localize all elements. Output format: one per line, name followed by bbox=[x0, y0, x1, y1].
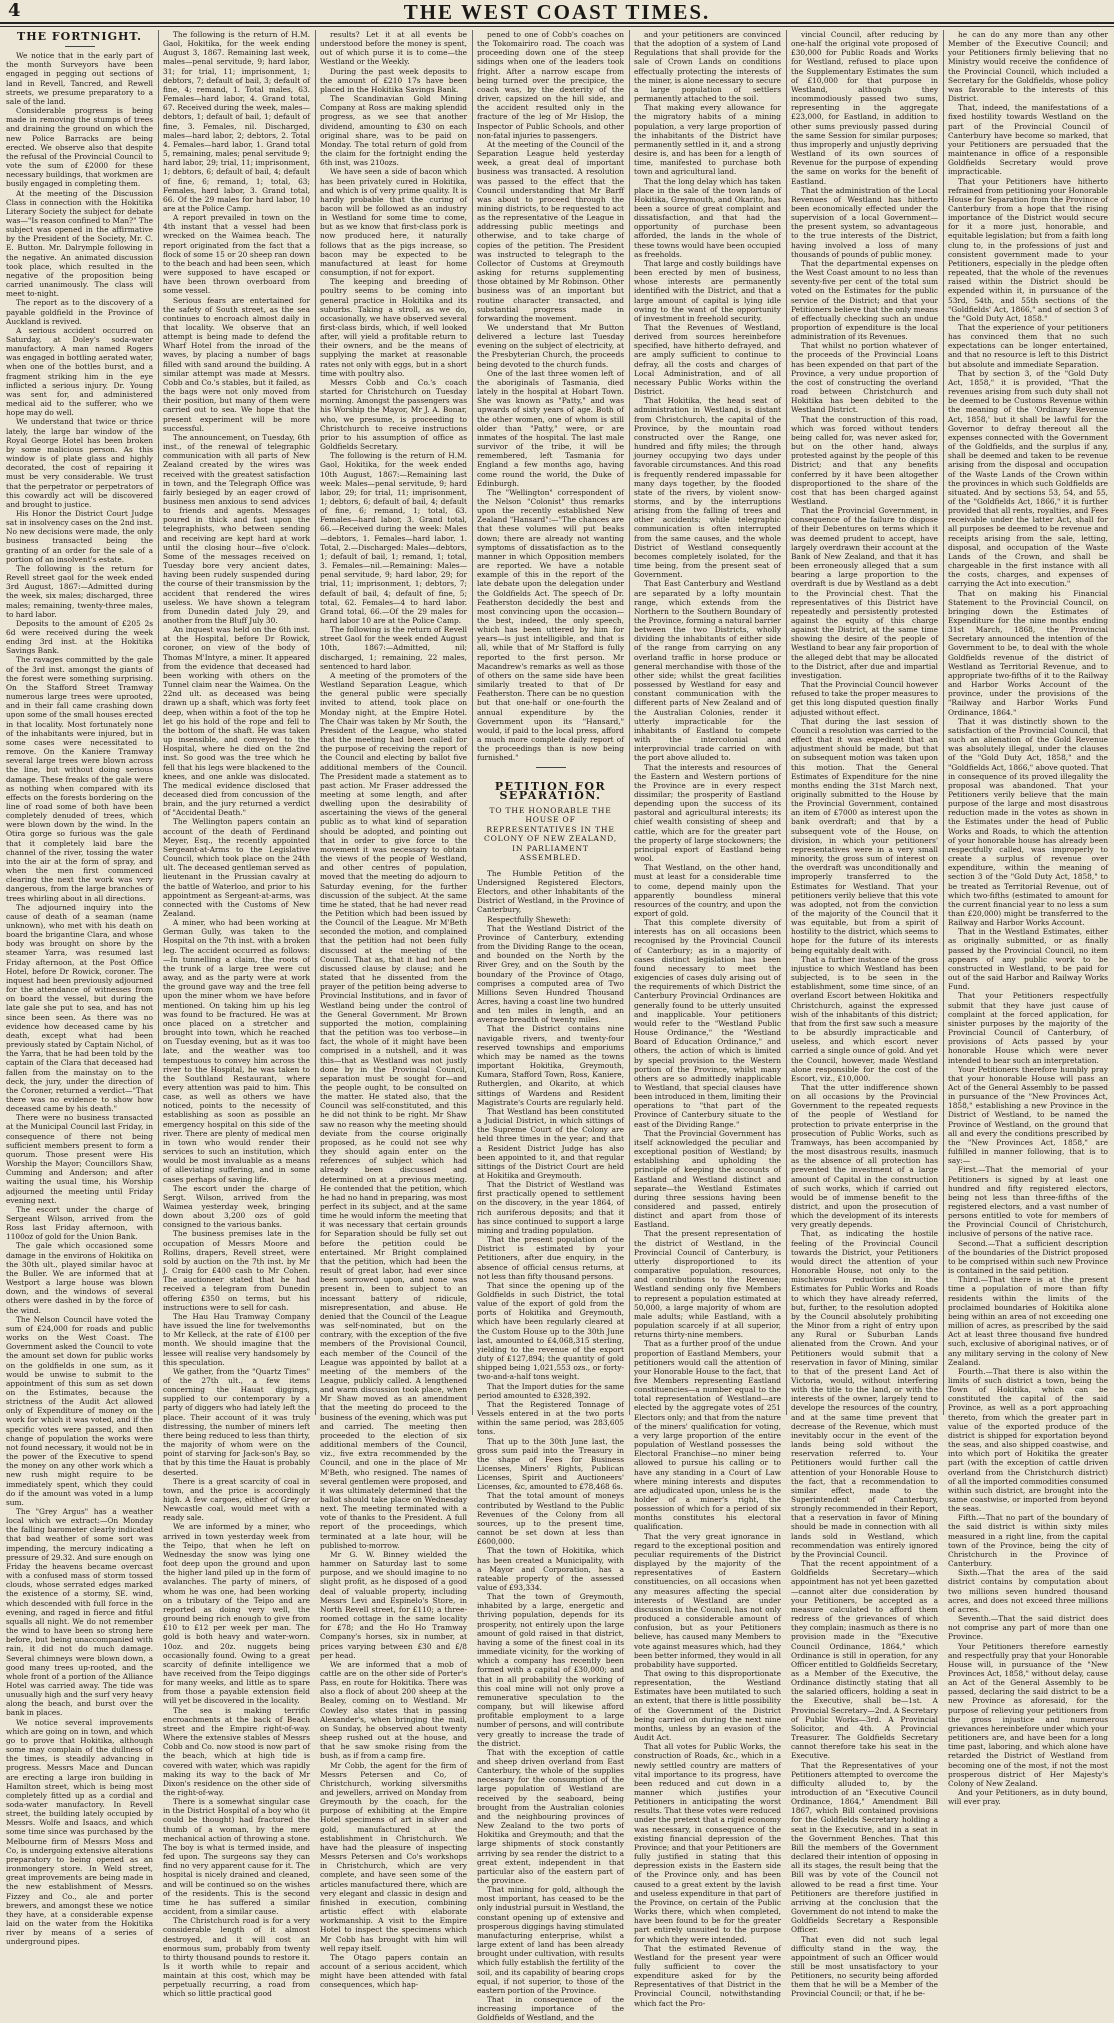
article-paragraph: vincial Council, after reducing by one-half the original vote proposed of £30,000 for Public Roads and Works for Westland, refused to place upon the Supplementary Estimates the sum of £10,000 for that purpose in Westland, although they incommodiously passed two sums, representing in the aggregate £23,000, for Eastland, in addition to other sums previously passed during the same Session for similar purposes; thus improperly and unjustly depriving Westland of its own sources of Revenue for the purpose of expending the same on works for the benefit of Eastland. bbox=[791, 30, 938, 186]
article-paragraph: That your Petitioners have hitherto refrained from petitioning your Honorable House for Separation from the Province of Canterbury from a hope that the rising importance of the District would secure for it a more just, honorable, and equitable legislation; but from a faith long clung to, in the professions of just and consistent government made to your Petitioners, especially in the pledge often repeated, that the whole of the revenues raised within the District should be expended within it, in pursuance of the 53rd, 54th, and 55th sections of the "Goldfields' Act, 1866," and of section 3 of the "Gold Duty Act, 1858." bbox=[948, 176, 1108, 323]
article-paragraph: The escort under the charge of Sergt. Wilson, arrived from the Waimea yesterday week, bringing down about 3,200 ozs of gold consigned to the various banks. bbox=[163, 1183, 310, 1230]
article-paragraph: That the Representatives of your Petitioners attempted to overcome the difficulty alluded to, by the introduction of an "Executive Council Ordinance, 1864," Amendment Bill 1867, which Bill contained provisions for the Goldfields Secretary holding a seat in the Executive, and in a seat in the Government Benches. That this Bill the members of the Government declared their intention of opposing in all its stages, the result being that the Bill was by vote of the Council not allowed to be read a first time. Your Petitioners are therefore justified in arriving at the conclusion that the Government do not intend to make the Goldfields Secretary a Responsible Officer. bbox=[791, 1760, 938, 1935]
article-paragraph: The report as to the discovery of a payable goldfield in the Province of Auckland is revived. bbox=[6, 298, 153, 326]
article-paragraph: That Hokitika, the head seat of administration in Westland, is distant from Christchurch, the capital of the Province, by the mountain road constructed over the Range, one hundred and fifty miles; the through journey occupying two days under favorable circumstances. And this road is frequently rendered impassable for many days together, by the flooded state of the rivers, by violent snow-storms, and by the interruptions arising from the falling of trees and other accidents; while telegraphic communication is often interrupted from the same causes, and the whole District of Westland consequently becomes completely isolated, for the time being, from the present seat of Government. bbox=[634, 396, 781, 580]
column-7 bbox=[948, 30, 1108, 1807]
article-paragraph: The Scandinavian Gold Mining Company at Ross are making splendid progress, as we see that another dividend, amounting to £30 on each original share, was to be paid on Monday. The total return of gold from the claim for the fortnight ending the 6th inst, was 210ozs. bbox=[320, 94, 467, 168]
column-5 bbox=[634, 30, 781, 2008]
column-4-text bbox=[477, 30, 624, 763]
article-paragraph: First.—That the memorial of your Petitioners is signed by at least one hundred and fifty registered electors, being not less than three-fifths of the registered electors, and a vast number of persons entitled to vote for members of the Provincial Council of Christchurch, inclusive of persons of the native race. bbox=[948, 1165, 1108, 1239]
article-paragraph: That the District contains nine navigable rivers, and twenty-four reserved townships and emporiums which may be named as the towns important Hokitika, Greymouth, Kumara, Stafford Town, Ross, Kaniere, Rutherglen, and Okarito, at which sittings of Wardens and Resident Magistrate's Courts are regularly held. bbox=[477, 1024, 624, 1107]
article-paragraph: That the Provincial Government, in consequence of the failure to dispose of their Debentures on terms which it was deemed prudent to accept, have largely overdrawn their account at the Bank of New Zealand, and that it has been erroneously alleged that a sum bearing a large proportion to the overdraft is due by Westland as a debt to the Provincial chest. That the representatives of this District have repeatedly and persistently protested against the equity of this charge against the District, at the same time showing the desire of the people of Westland to bear any fair proportion of the alleged debt that may be allocated to the District, after due and impartial investigation. bbox=[791, 506, 938, 680]
petition-address: TO THE HONORABLE THE HOUSE OF REPRESENTATIVES IN THE COLONY OF NEW ZEALAND, IN PARLIAMENT ASSEMBLED. bbox=[484, 805, 617, 863]
article-paragraph: That making every allowance for the migratory habits of a mining population, a very large proportion of the inhabitants of the District have permanently settled in it, and a strong desire is, and has been for a length of time, manifested to purchase both town and agricultural land. bbox=[634, 103, 781, 177]
article-paragraph: The "Grey Argus" has a weather local which we extract:—On Monday the falling barometer clearly indicated that bad weather of some sort was impending, the mercury indicating a pressure of 29.32. And sure enough on Friday the heavens became overcast with a confused mass of storm tossed clouds, whose serrated edges marked the existence of a stormy, SE. wind, which descended with full force in the evening, and raged in fierce and fitful squalls all night. We do not remember the wind to have been so strong here before, but being unaccompanied with rain, it did not do much damage. Several chimneys were blown down, a good many trees up-rooted, and the whole front of a portion of the Alliance Hotel was carried away. The tide was unusually high and the surf very heavy along the beach, and burst over the bank in places. bbox=[6, 1507, 153, 1718]
column-1-text bbox=[6, 51, 153, 1946]
article-paragraph: That the departmental expenses on the West Coast amount to no less than seventy-five per cent of the total sum voted on the Estimates for the public service of the District; and that your Petitioners believe that the only means of effectually checking such an undue proportion of expenditure is the local administration of its Revenues. bbox=[791, 258, 938, 342]
article-paragraph: That the town of Hokitika, which has been created a Municipality, with a Mayor and Corporation, has a rateable property of the assessed value of £93,334. bbox=[477, 1546, 624, 1592]
article-paragraph: he can do any more than any other Member of the Executive Council; and your Petitioners firmly believing that no Ministry would receive the confidence of the Provincial Council, which included a Secretary for the Goldfields, whose policy was favorable to the interests of this District. bbox=[948, 30, 1108, 104]
article-paragraph: Serious fears are entertained for the safety of South street, as the sea continues to encroach almost daily in that locality. We observe that an attempt is being made to defend the Wharf Hotel from the inroad of the waves, by placing a number of bags filled with sand around the building. A similar attempt was made at Messrs. Cobb and Co.'s stables, but it failed, as the bags were not only moved from their position, but many of them were carried out to sea. We hope that the present experiment will be more successful. bbox=[163, 295, 310, 433]
article-paragraph: That the Registered Tonnage of Vessels entered in at the two ports within the same period, was 283,605 tons. bbox=[477, 1399, 624, 1437]
petition-heading: PETITION FOR SEPARATION. bbox=[494, 779, 607, 802]
column-6-text bbox=[791, 30, 938, 1999]
article-paragraph: The following is the return of H.M. Gaol, Hokitika, for the week ended 10th August, 1867:—Remaining last week: Males—penal servitude, 9; hard labor, 29; for trial, 11; imprisonment, 1; debtors, 6; default of bail, 4; default of fine, 6; remand, 1; total, 63. Females—hard labor, 3. Grand total, 66.—Received during the week: Males—debtors, 1. Females—hard labor, 1. Total, 2.—Discharged: Males—debtors, 1; default of bail, 1; remand, 1; total, 3. Females—nil.—Remaining: Males—penal servitude, 9; hard labor, 29; for trial, 11; imprisonment, 1; debtors, 7; default of bail, 4; default of fine, 5; total, 62. Females—4 to hard labor. Grand total, 66.—Of the 29 males for hard labor 10 are at the Police Camp. bbox=[320, 451, 467, 625]
article-paragraph: That with the exception of cattle and sheep driven overland from East Canterbury, the whole of the supplies necessary for the consumption of the large population of Westland are received by the seaboard, being brought from the Australian colonies and the neighbouring provinces of New Zealand to the two ports of Hokitika and Greymouth; and that the large shipments of stock constantly arriving by sea render the district to a great extent, independent in that particular also of the eastern part of the province. bbox=[477, 1747, 624, 1885]
article-paragraph: That the long delay which has taken place in the sale of the town lands of Hokitika, Greymouth, and Okarito, has been a source of great complaint and dissatisfaction, and that had the opportunity of purchase been afforded, the lands in the whole of these towns would have been occupied as freeholds. bbox=[634, 176, 781, 259]
article-paragraph: That even did not such legal difficulty stand in the way, the appointment of such an Officer would still be most unsatisfactory to your Petitioners, no security being afforded them that he will be a Member of the Provincial Council; or that, if he be- bbox=[791, 1934, 938, 1999]
article-paragraph: The Otago papers contain an account of a serious accident, which might have been attended with fatal consequences, which hap- bbox=[320, 1952, 467, 1990]
article-paragraph: One of the last three women left of the aboriginals of Tasmania, died lately in the hospital at Hobart Town. She was known as "Patty," and was upwards of sixty years of age. Both of the other women, one of whom is still older than "Patty," were, or are inmates of the hospital. The last male survivor of the tribe, it will be remembered, left Tasmania for England a few months ago, having come round the world, the Duke of Edinburgh. bbox=[477, 368, 624, 488]
masthead bbox=[0, 0, 1114, 24]
article-paragraph: Second.—That a sufficient description of the boundaries of the District proposed to be comprised within such new Province is contained in the said petition. bbox=[948, 1238, 1108, 1276]
column-2-text bbox=[163, 30, 310, 1999]
article-paragraph: The following is the return for Revell street gaol for the week ended 3rd August, 1867:—Admitted during the week, six males; discharged, three males; remaining, twenty-three males, to hard labor. bbox=[6, 563, 153, 619]
article-paragraph: That the administration of the Local Revenues of Westland has hitherto been economically effected under the supervision of a local Government—the present system, so advantageous to the true interests of the District, having involved a loss of many thousands of pounds of public money. bbox=[791, 185, 938, 259]
article-paragraph: A serious accident occurred on Saturday, at Doley's soda-water manufactory. A man named Rogers was engaged in bottling aerated water, when one of the bottles burst, and a fragment striking him in the eye inflicted a serious injury. Dr. Young was sent for, and administered medical aid to the sufferer, who we hope may do well. bbox=[6, 325, 153, 418]
article-paragraph: The Hau Hau Tramway Company have issued the line for twelvemonths to Mr Kelleck, at the rate of £100 per month. We should imagine that the lessee will realise very handsomely by this speculation. bbox=[163, 1311, 310, 1367]
article-paragraph: That the Provincial Government has itself acknowledged the peculiar and exceptional position of Westland; by establishing and upholding the principle of keeping the accounts of Eastland and Westland distinct and separate—the Westland Estimates during three sessions having been considered and passed, entirely distinct and apart from those of Eastland. bbox=[634, 1128, 781, 1230]
article-paragraph: The Nelson Council have voted the sum of £24,000 for roads and public works on the West Coast. The Government asked the Council to vote the amount set down for public works on the goldfields in one sum, as it would be unwise to submit to the appointment of this sum as set down on the Estimates, because the strictness of the Audit Act allowed only of Expenditure of money on the work for which it was voted, and if the specific votes were passed, and then change of population the works were not found necessary, it would not be in the power of the Executive to spend the money on any other work which a new rush might require to be immediately spent, which they could do if the amount was voted in a lump sum. bbox=[6, 1314, 153, 1507]
column-3 bbox=[320, 30, 467, 1990]
article-paragraph: We notice that in the early part of the month Surveyors have been engaged in pegging out sections of land in Revell, Tancred, and Rewell streets, we presume preparatory to a sale of the land. bbox=[6, 51, 153, 106]
article-paragraph: That all votes for Public Works, the construction of Roads, &c., which in a newly settled country are matters of vital importance to its progress, have been reduced and cut down in a manner which justifies your Petitioners in anticipating the worst results. That these votes were reduced under the pretext that a rigid economy was necessary, in consequence of the existing financial depression of the Province; and that your Petitioners are fully justified in stating that this depression exists in the Eastern side of the Province only, and has been caused to a great extent by the lavish and useless expenditure in that part of the Province, on certain of the Public Works there, which when completed, have been found to be for the greater part entirely unsuited to the purpose for which they were intended. bbox=[634, 1742, 781, 1944]
article-paragraph: pened to one of Cobb's coaches on the Tokomairiro road. The coach was proceeding down one of the steep sidings when one of the leaders took fright. After a narrow escape from being turned over the precipice, the coach was, by the dexterity of the driver, capsized on the hill side, and the accident resulted only in the fracture of the leg of Mr Hislop, the Inspector of Public Schools, and other non-fatal injuries to passengers. bbox=[477, 30, 624, 140]
article-paragraph: The adjourned inquiry into the cause of death of a seaman (name unknown), who met with his death on board the brigantine Clara, and whose body was brought on shore by the steamer Yarra, was resumed last Friday afternoon, at the Post Office Hotel, before Dr Rowick, coroner. The inquest had been previously adjourned for the attendance of witnesses from on board the vessel, but during the late gale she put to sea, and has not since been seen. As there was no evidence how deceased came by his death, except what had been previously stated by Captain Nichol, of the Yarra, that he had been told by the captain of the Clara that deceased had fallen from the mainstay on to the deck, the jury, under the direction of the Coroner, returned a verdict—"That there was no evidence to show how deceased came by his death." bbox=[6, 902, 153, 1114]
article-paragraph: That the District of Westland was first practically opened to settlement on the discovery, in the year 1864, of rich auriferous deposits; and that it has since continued to support a large mining and trading population. bbox=[477, 1180, 624, 1235]
article-paragraph: That since the opening up of the Goldfields in such District, the total value of the export of gold from the ports of Hokitika and Greymouth, which have been regularly cleared at the Custom House up to the 30th June last, amounted to £4,068,315 sterling, yielding to the revenue of the export duty of £127,894; the quantity of gold shipped being 1,021,553 ozs., or forty-two-and-a-half tons weight. bbox=[477, 1280, 624, 1382]
article-paragraph: That up to the 30th June last, the gross sum paid into the Treasury in the shape of Fees for Business Licenses, Miners' Rights, Publican Licenses, Spirit and Auctioneers' Licenses, &c, amounted to £78,468 6s. bbox=[477, 1436, 624, 1492]
article-paragraph: We are informed by a miner, who arrived in town yesterday week from the Teipo, that when he left on Wednesday the snow was lying one foot deep upon the ground and upon the higher land piled up in the form of avalanches. The party of miners, of whom he was one, had been working on a tributary of the Teipo and are reported as doing very well, the ground being rich enough to give from £10 to £12 per week per man. The gold is both heavy and water-worn. 10oz. and 20z. nuggets being occasionally found. Owing to a great scarcity of definite intelligence we have received from the Teipo diggings for many weeks, and little as to spare from those a payable extension field will yet be discovered in the locality. bbox=[163, 1522, 310, 1706]
article-paragraph: That the construction of this road, which was forced without tenders being called for, was never asked for, but on the other hand, always protested against by the people of this District; and that any benefits conferred by it have been altogether disproportioned to the share of the cost that has been charged against Westland. bbox=[791, 414, 938, 506]
article-paragraph: Seventh.—That the said district does not comprise any part of more than one Province. bbox=[948, 1614, 1108, 1642]
article-paragraph: A miner, who had been working at German Gully, was taken to the Hospital on the 7th inst. with a broken leg. The accident occurred as follows:—In tunnelling a claim, the roots of the trunk of a large tree were cut away, and as the party were at work the ground gave way and the tree fell upon the miner whom we have before mentioned. On taking him up his leg was found to be fractured. He was at once placed on a stretcher and brought into town, which he reached on Tuesday evening, but as it was too late, and the weather was too tempestuous to convey him across the river to the Hospital, he was taken to the Southland Restaurant, where every attention was paid to him. This case, as well as others we have noticed, points to the necessity of establishing as soon as possible an emergency hospital on this side of the river. There are plenty of medical men in town who would render their services to such an institution, which would be most invaluable as a means of alleviating suffering, and in some cases perhaps of saving life. bbox=[163, 918, 310, 1184]
article-paragraph: Fifth.—That no part of the boundary of the said district is within sixty miles measured in a right line, from the capital town of the Province, being the city of Christchurch in the Province of Canterbury. bbox=[948, 1513, 1108, 1569]
article-paragraph: That by section 3, of the "Gold Duty Act, 1858," it is provided, "That the revenues arising from such duty shall not be deemed to be Customs Revenue within the meaning of the 'Ordinary Revenue Act, 1858,' but it shall be lawful for the Governor to defray thereout all the expenses connected with the Government of the Goldfields, and the surplus if any, shall be deemed and taken to be revenue arising from the disposal and occupation of the Waste Lands of the Crown within the provinces in which such Goldfields are situated. And by sections 53, 54, and 55, of the "Goldfields Act, 1866," it is further provided that all rents, royalties, and Fees receivable under the latter Act, shall for all purposes be deemed to be revenue and receipts arising from the sale, letting, disposal, and occupation of the Waste Lands of the Crown, and shall be chargeable in the first instance with all the costs, charges, and expenses of carrying the Act into execution." bbox=[948, 368, 1108, 589]
column-6 bbox=[791, 30, 939, 1999]
article-paragraph: That owing to this disproportionate representation, the Westland Estimates have been mutilated to such an extent, that there is little possibility of the Government of the District being carried on during the next nine months, unless by an evasion of the Audit Act. bbox=[634, 1668, 781, 1743]
article-paragraph: That the Revenues of Westland, derived from sources hereinbefore specified, have hitherto defrayed, and are amply sufficient to continue to defray, all the costs and charges of Local Administration, and of all necessary Public Works within the District. bbox=[634, 323, 781, 397]
article-paragraph: Mr G. W. Binney wielded the hammer on Saturday last to some purpose, and we should imagine to no slight profit, as he disposed of a good deal of valuable property, including Messrs Levi and Espinelo's Store, in North Revell street, for £110; a three-roomed cottage in the same locality for £78; and the Ho Ho Tramway Company's horses, six in number, at prices varying between £30 and £/8 per head. bbox=[320, 1549, 467, 1660]
article-paragraph: That the present population of the District is estimated by your Petitioners, after due enquiry, in the absence of official census returns, at not less than fifty thousand persons. bbox=[477, 1235, 624, 1281]
article-paragraph: That in the Westland Estimates, either as originally submitted, or as finally passed by the Provincial Council, no item appears of any public work to be constructed in Westland, to be paid for out of the said Harbor and Railway Works Fund. bbox=[948, 927, 1108, 992]
article-paragraph: We notice several improvements which are going on in town, and which go to prove that Hokitika, although some may complain of the dullness of the times, is steadily advancing in progress. Messrs Mace and Duncan are erecting a large iron building in Hamilton street, which is being most completely fitted up as a cordial and soda-water manufactory. In Revell street, the building lately occupied by Messrs. Wolfe and Isaacs, and which some time since was purchased by the Melbourne firm of Messrs Moss and Co, is undergoing extensive alterations preparatory to being opened as an ironmongery store. In Weld street, great improvements are being made in the new establishment of Messrs. Fizzey and Co., ale and porter brewers, and amongst these we notice they have, at a considerable expense laid on the water from the Hokitika river by means of a series of underground pipes. bbox=[6, 1717, 153, 1947]
article-paragraph: The announcement, on Tuesday, 6th inst., of the renewal of telegraphic communication with all parts of New Zealand created by the wires was received with the greatest satisfaction in town, and the Telegraph Office was fairly besieged by an eager crowd of business men anxious to send advices to friends and agents. Messages poured in thick and fast upon the telegraphists, who between sending and receiving are kept hard at work until the closing hour—five o'clock. Some of the messages received on Tuesday bore very ancient dates, having been rudely suspended during the course of their transmission by the accident that rendered the wires useless. We have shown a telegram from Dunedin dated July 29, and another from the Bluff July 30. bbox=[163, 432, 310, 625]
column-4 bbox=[477, 30, 624, 2023]
column-divider bbox=[943, 30, 944, 1415]
article-paragraph: That a further instance of the gross injustice to which Westland has been subjected, is to be seen in the establishment, some time since, of an overland Escort between Hokitika and Christchurch, against the expressed wish of the inhabitants of this district; that from the first saw such a measure to be absurdly impracticable and useless, and which escort never carried a single ounce of gold. And yet the Council, however, made Westland alone responsible for the cost of the Escort, viz., £10,000. bbox=[791, 954, 938, 1083]
column-divider bbox=[315, 30, 316, 1415]
article-paragraph: Third.—That there is at the present time a population of more than fifty residents within the limits of the proclaimed boundaries of Hokitika alone being within an area of not exceeding one million of acres, as prescribed by the said Act at least three thousand five hundred such, exclusive of aboriginal natives, or of any military serving in the colony of New Zealand. bbox=[948, 1275, 1108, 1367]
article-paragraph: Considerable progress is being made in removing the stumps of trees and draining the ground on which the new Police Barracks are being erected. We observe also that despite the refusal of the Provincial Council to vote the sum of £2000 for these necessary buildings, that workmen are busily engaged in completing them. bbox=[6, 106, 153, 189]
article-paragraph: That as a further proof of the undue proportion of Eastland Members, your petitioners would call the attention of your Honorable House to the fact, that five Members representing Eastland constituencies—a number equal to the total representation of Westland—are elected by the aggregate votes of 251 Electors only; and that from the nature of the miners' qualification for voting, a very large proportion of the entire population of Westland possesses the Electoral Franchise—no miner being allowed to pursue his calling or to have any standing in a Court of Law where mining interests and disputes are adjudicated upon, unless he is the holder of a miner's right, the possession of which for a period of six months constitutes his electoral qualification. bbox=[634, 1339, 781, 1532]
article-paragraph: The escort under the charge of Sergeant Wilson, arrived from the Ross last Friday afternoon, with 1100oz of gold for the Union Bank. bbox=[6, 1204, 153, 1242]
article-paragraph: That the Import duties for the same period amounted to £328,392. bbox=[477, 1381, 624, 1400]
article-paragraph: The Wellington papers contain an account of the death of Ferdinand Meyer, Esq., the recently appointed Sergeant-at-Arms to the Legislative Council, which took place on the 24th ult. The deceased gentleman served as lieutenant in the Prussian cavalry at the battle of Waterloo, and prior to his appointment as Sergeant-at-arms, was connected with the Customs of New Zealand. bbox=[163, 817, 310, 918]
article-paragraph: results? Let it at all events be understood before the money is spent, out of which purse it is to come—the Westland or the Weekly. bbox=[320, 30, 467, 67]
column-divider bbox=[158, 30, 159, 1415]
article-paragraph: That it was distinctly shown to the satisfaction of the Provincial Council, that such an alienation of the Gold Revenue was absolutely illegal, under the clauses of the "Gold Duty Act, 1858," and the "Goldfields Act, 1866," above quoted. That in consequence of its proved illegality the proposal was abandoned. That your Petitioners verily believe that the main purpose of the large and most disastrous reduction made in the votes as shown in the Estimates under the head of Public Works and Roads, to which the attention of your honorable house has already been respectfully called, was improperly to create a surplus of revenue over expenditure, within the meaning of section 3 of the "Gold Duty Act, 1858," to be treated as Territorial Revenue, out of which two-fifths (estimated to amount for the current financial year to no less a sum than £20,000) might be transferred to the Railway and Harbor Works Account. bbox=[948, 716, 1108, 928]
section-divider bbox=[536, 767, 566, 768]
column-5-text bbox=[634, 30, 781, 2008]
article-paragraph: The "Wellington" correspondent of the Nelson "Colonist" thus remarks upon the recently established New Zealand "Hansard":—"The chances are that these volumes will put beaks down; there are already not wanting symptoms of dissatisfaction as to the manner in which Opposition members are reported. We have a notable example of this in the report of the late debate upon the delegation under the Goldfields Act. The speech of Dr. Featherston decidedly the best and most convincing upon the occasion—the best, indeed, the only speech, which has been uttered by him for years—is just intelligible, and that is all, while that of Mr Stafford is fully reported to the first person. Mr Macandrew's remarks as well as those of others on the same side have been similarly treated to that of Dr Featherston. There can be no question but that one-half or one-fourth the annual expenditure by the Government upon its "Hansard," would, if paid to the local press, afford a much more complete daily report of the proceedings than is now being furnished." bbox=[477, 487, 624, 763]
article-paragraph: At the meeting of the Council of the Separation League held yesterday week, a great deal of important business was transacted. A resolution was passed to the effect that the Council understanding that Mr Barff was about to proceed through the mining districts, to be requested to act as the representative of the League in addressing public meetings and otherwise, and to take charge of copies of the petition. The President was instructed to telegraph to the Collector of Customs at Greymouth asking for returns supplementing those obtained by Mr Robinson. Other business was of an important but routine character transacted, and substantial progress made in forwarding the movement. bbox=[477, 139, 624, 323]
article-paragraph: A report prevailed in town on the 4th instant that a vessel had been wrecked on the Waimea beach. The report originated from the fact that a flock of some 15 or 20 sheep ran down to the beach and had been seen, which were supposed to have escaped or have been thrown overboard from some vessel. bbox=[163, 213, 310, 296]
article-paragraph: That the estimated Revenue of Westland for the present year were fully sufficient to cover the expenditure asked for by the Representatives of that District in the Provincial Council, notwithstanding which fact the Pro- bbox=[634, 1943, 781, 2008]
article-paragraph: That mining for gold, although the most important, has ceased to be the only industrial pursuit in Westland, the constant opening up of extensive and prosperous diggings having stimulated manufacturing enterprise, whilst a large extent of land has been already brought under cultivation, with results which fully establish the fertility of the soil, and its capability of bearing crops equal, if not superior, to those of the eastern portion of the Province. bbox=[477, 1885, 624, 1995]
article-paragraph: Sixth.—That the area of the said district contains by computation about two millions seven hundred thousand acres, and does not exceed three millions of acres. bbox=[948, 1568, 1108, 1614]
article-paragraph: That during the last session of Council a resolution was carried to the effect that it was expedient that an adjustment should be made, but that on subsequent motion was taken upon this motion. That the General Estimates of Expenditure for the nine months ending the 31st March next, originally submitted to the House by the Provincial Government, contained an item of £7000 as interest upon the bank overdraft; and that by a subsequent vote of the House, on division, in which your petitioners' representatives were in a very small minority, the gross sum of interest on the overdraft was unconditionally and improperly transferred to the Estimates for Westland. That your petitioners verily believe that this vote was adopted, not from the conviction of the majority of the Council that it was equitable, but from a spirit of hostility to the district, which seems to hope for the future of its interests being equitably dealt with. bbox=[791, 716, 938, 955]
petition-sheweth: Respectfully Sheweth: bbox=[487, 914, 571, 924]
article-paragraph: That the recent appointment of a Goldfields Secretary—which appointment has not yet been gazetted—cannot alter due consideration by your Petitioners, be accepted as a measure calculated to afford them redress of the grievances of which they complain; inasmuch as there is no provision made in the "Executive Council Ordinance, 1864," which Ordinance is still in operation, for any Officer entitled to Goldfields Secretary, as a Member of the Executive, the Ordinance distinctly stating that all the salaried officers, holding a seat in the Executive, shall be—1st. A Provincial Secretary—2nd. A Secretary of Public Works—3rd. A Provincial Solicitor, and 4th. A Provincial Treasurer. The Goldfields Secretary cannot therefore take his seat in the Executive. bbox=[791, 1559, 939, 1761]
article-paragraph: That the utter indifference shown on all occasions by the Provincial Government to the repeated requests of the people of Westland for protection to private enterprise in the prosecution of Public Works, such as Tramways, has been accompanied by the most disastrous results, inasmuch as the absence of all protection has prevented the investment of a large amount of Capital in the construction of such works, which if carried out would be of immense benefit to the district, and upon the prosecution of which the development of its interests very greatly depends. bbox=[791, 1082, 938, 1230]
article-paragraph: There is a somewhat singular case in the District Hospital of a boy who (it could be thought) had fractured the thumb of a woman, by the mere mechanical action of throwing a stone. The boy is what is termed inside, and fed upon. The surgeons say they can find no very apparent cause for it. The hospital is nicely drained and cleaned, and will be continued so on the wishes of the residents. This is the second time he has suffered a similar accident, from a similar cause. bbox=[163, 1797, 310, 1917]
article-paragraph: and your petitioners are convinced that the adoption of a system of Land Regulations that shall provide for the sale of Crown Lands on conditions effectually protecting the interests of the miner, is alone necessary to secure a large population of settlers permanently attached to the soil. bbox=[634, 30, 781, 104]
article-paragraph: The gale which occasioned some damage in the environs of Hokitika on the 30th ult., played similar havoc at the Buller. We are informed that at Westport a large house was blown down, and the windows of several others were dashed in by the force of the wind. bbox=[6, 1241, 153, 1315]
column-3-text bbox=[320, 30, 467, 1989]
article-paragraph: That the Provincial Council however refused to take the proper measures to get this long disputed question finally adjusted without effect. bbox=[791, 680, 938, 717]
article-paragraph: Your Petitioners therefore humbly pray that your honorable House will pass an Act of the General Assembly to be passed in pursuance of the "New Provinces Act, 1858," establishing a new Province in the District of Westland, to be named the Province of Westland, on the ground that all and every the conditions prescribed by the "New Provinces Act, 1858," are fulfilled in manner following, that is to say:— bbox=[948, 1064, 1108, 1166]
article-paragraph: A meeting of the promoters of the Westland Separation League, which the general public were specially invited to attend, took place on Monday night, at the Empire Hotel. The Chair was taken by Mr South, the President of the League, who stated that the meeting had been called for the purpose of receiving the report of the Council and electing by ballot five additional members of the Council. The President made a statement as to past action. Mr Fraser addressed the meeting at some length, and after dwelling upon the desirability of ascertaining the views of the general public as to what kind of separation should be adopted, and pointing out that in order to give force to the movement it was necessary to obtain the views of the people of Westland, and other centres of population, moved that the meeting do adjourn to Saturday evening, for the further discussion of the subject. At the same time he stated, that he had never read the Petition which had been issued by the Council of the League. Mr M'Beth seconded the motion, and complained that the petition had not been fully discussed at the meeting of the Council. That as, that it had not been discussed clause by clause; and he stated that he dissented from the prayer of the petition being adverse to Provincial Institutions, and in favor of Westland being under the control of the General Government. Mr Brown supported the motion, complaining that the petition was too verbose—in fact, the whole of it might have been comprised in a nutshell, and it was this—that as Westland was not justly done by in the Provincial Council, separation must be sought for—and the people ought, to be consulted on the matter. He stated also, that the Council was self-constituted, and this he did not think to be right. Mr Shaw saw no reason why the meeting should deviate from the course originally proposed, as he could not see why they should again enter on the references of subject which had already been discussed and determined on at a previous meeting. He contended that the petition, which he had no hand in preparing, was most perfect in its subject, and at the same time he would inform the meeting that it was necessary that certain grounds for Separation should be fully set out before the petition could be entertained. Mr Bright complained that the petition, which had been the result of great labor, had ever since been sorrowed upon, and none was present in, been to subject to an incessant battery of ridicule, misrepresentation, and abuse. He denied that the Council of the League was self-nominated, but on the contrary, with the exception of the five members of the Provisional Council, each member of the Council of the League was appointed by ballot at a meeting of the members of the League, publicly called. A lengthened and warm discussion took place, when Mr Shaw moved as an amendment that the meeting do proceed to the business of the evening, which was put and carried. The meeting then proceeded to the election of six additional members of the Council, viz., five extra recommended by the Council, and one in the place of Mr M'Beth, who resigned. The names of several gentlemen were proposed, and it was ultimately determined that the ballot should take place on Wednesday next. The meeting terminated with a vote of thanks to the President. A full report of the proceedings, which terminated at a late hour, will be published to-morrow. bbox=[320, 670, 467, 1550]
article-paragraph: And your Petitioners, as in duty bound, will ever pray. bbox=[948, 1788, 1108, 1807]
masthead-rule bbox=[0, 26, 1114, 27]
article-paragraph: The following is the return of Revell street Gaol for the week ended August 10th, 1867:—Admitted, nil; discharged, 1; remaining, 22 males, sentenced to hard labor. bbox=[320, 625, 467, 671]
article-paragraph: That whilst no portion whatever of the proceeds of the Provincial Loans has been expended on that part of the Province, a very undue proportion of the cost of constructing the overland road between Christchurch and Hokitika has been debited to the Westland District. bbox=[791, 341, 938, 415]
article-paragraph: That this complete diversity of interests has on all occasions been recognised by the Provincial Council of Canterbury; as in a majority of cases distinct legislation has been found necessary to meet the exigencies of cases duly arising out of the requirements of which District the Canterbury Provincial Ordinances are generally found to be utterly unsuited and inapplicable. Your petitioners would refer to the "Westland Public House Ordinance," the "Westland Board of Education Ordinance," and others, the action of which is limited by special provision to the Western portion of the Province, whilst many others are so admittedly inapplicable to Westland, that special clauses have been introduced in them, limiting their operations to "that part of the Province of Canterbury situate to the east of the Dividing Range." bbox=[634, 918, 781, 1129]
fortnight-heading: THE FORTNIGHT. bbox=[17, 30, 142, 43]
article-paragraph: Your Petitioners therefore earnestly and respectfully pray that your Honorable House will, in pursuance of the "New Provinces Act, 1858," without delay, cause an Act of the General Assembly to be passed, declaring the said district to be a new Province as aforesaid, for the purpose of relieving your petitioners from the gross injustice and numerous grievances hereinbefore under which your petitioners are, and have been for a long time past, laboring, and which alone have retarded the District of Westland from becoming one of the most, if not the most prosperous district of Her Majesty's Colony of New Zealand. bbox=[948, 1641, 1108, 1788]
article-paragraph: We gather, from the "Quartz Times" of the 27th ult., a few items concerning the Hauat diggings, supplied to our contemporary by a party of diggers who had lately left the place. Their account of it was truly distressing, the number of miners left there being reduced to less than thirty, the majority of whom were on the point of starving for Jack-son's Bay, so that by this time the Hauat is probably deserted. bbox=[163, 1366, 310, 1477]
petition-opening: The Humble Petition of the Undersigned Registered Electors, Electors, and other Inhabitants of the District of Westland, in the Province of Canterbury, bbox=[477, 868, 624, 915]
heading-divider bbox=[65, 46, 95, 47]
newspaper-title: THE WEST COAST TIMES. bbox=[403, 0, 711, 24]
article-paragraph: That the experience of your petitioners has convinced them that no such expectations can be longer entertained, and that no resource is left to this District but absolute and immediate Separation. bbox=[948, 323, 1108, 369]
article-paragraph: Mr Cobb, the agent for the firm of Messrs Petersen and Co, of Christchurch, working silversmiths and jewellers, arrived on Monday from Greymouth by the coach, for the purpose of exhibiting at the Empire Hotel specimens of art in silver and gold, manufactured at the establishment in Christchurch. We have had the pleasure of inspecting Messrs Petersen and Co's workshops in Christchurch, which are very complete, and have seen some of the articles manufactured there, which are very elegant and classic in design and finished in execution, combining artistic effect with elaborate workmanship. A visit to the Empire Hotel to inspect the specimens which Mr Cobb has brought with him will well repay itself. bbox=[320, 1760, 467, 1953]
article-paragraph: That large and costly buildings have been erected by men of business, whose interests are permanently identified with the District, and that a large amount of capital is lying idle owing to the want of the opportunity of investment in freehold security. bbox=[634, 258, 781, 323]
page-number: 4 bbox=[8, 0, 21, 21]
column-2 bbox=[163, 30, 310, 1999]
column-7-text bbox=[948, 30, 1108, 1806]
article-paragraph: We are informed that a mob of cattle are on the other side of Porter's Pass, en route for Hokitika. There was also a flock of about 200 sheep at the Bealey, coming on to Westland. Mr Cowley also states that in passing Alexander's, when bringing the mail, on Sunday, he observed about twenty sheep rushed out at the house, and that he saw smoke rising from the bush, as if from a camp fire. bbox=[320, 1659, 467, 1761]
column-divider bbox=[472, 30, 473, 1415]
article-paragraph: That, as indicating the hostile feeling of the Provincial Council towards the District, your Petitioners would direct the attention of your Honorable House, not only to the mischievous reduction in the Estimates for Public Works and Roads to which they have already referred, but, further, to the resolution adopted by the Council absolutely prohibiting the Minor from a right of entry upon any Rural or Suburban Lands alienated from the Crown. And your Petitioners would submit that a reservation in favor of Mining, similar to that of the present Land Act of Victoria, would, without interfering with the title to the land, or with the interests of the owner, largely tend to develope the resources of the country, and at the same time prevent that decrease of the Revenue, which must inevitably occur in the event of the lands being sold without the reservation referred to. Your Petitioners would further call the attention of your Honorable House to the fact, that a recommendation to similar effect, made to the Superintendent of Canterbury, strongly recommended in their Report, that a reservation in favor of Mining should be made in connection with all lands sold in Westland, which recommendation was entirely ignored by the Provincial Council. bbox=[791, 1229, 938, 1559]
article-paragraph: During the past week deposits to the amount of £210 17s have been placed in the Hokitika Savings Bank. bbox=[320, 66, 467, 94]
article-paragraph: That the Westland District of the Province of Canterbury, extending from the Dividing Range to the ocean, and bounded on the North by the River Grey, and on the South by the boundary of the Province of Otago, comprises a computed area of Two Millions Seven Hundred Thousand Acres, having a coast line two hundred and ten miles in length, and an average breadth of twenty miles. bbox=[477, 923, 624, 1025]
article-paragraph: The business premises late in the occupation of Messrs Moore and Rollins, drapers, Revell street, were sold by auction on the 7th inst. by Mr J. Craig for £400 cash to Mr Cohen. The auctioneer stated that he had received a telegram from Dunedin offering £350 on terms, but his instructions were to sell for cash. bbox=[163, 1229, 310, 1312]
article-paragraph: That the very great ignorance in regard to the exceptional position and peculiar requirements of the District displayed by the majority of the representatives of Eastern constituencies, on all occasions when any measures affecting the special interests of Westland are under discussion in the Council, has not only produced a considerable amount of confusion, but as your Petitioners believe, has caused many Members to vote against measures which, had they been better informed, they would in all probability have supported. bbox=[634, 1531, 781, 1669]
article-paragraph: That Westland, on the other hand, must at least for a considerable time to come, depend mainly upon the apparently boundless mineral resources of the country, and upon the export of gold. bbox=[634, 863, 781, 918]
article-paragraph: Deposits to the amount of £205 2s 6d were received during the week ending 3rd inst. at the Hokitika Savings Bank. bbox=[6, 618, 153, 656]
article-paragraph: That your Petitioners respectfully submit that they have just cause of complaint at the forced application, for sinister purposes by the majority of the Provincial Council of Canterbury, of provisions of Acts passed by your honorable House which were never intended to bear such an interpretation. bbox=[948, 991, 1108, 1065]
article-paragraph: That the total amount of moneys contributed by Westland to the Public Revenues of the Colony from all sources, up to the present time, cannot be set down at less than £600,000. bbox=[477, 1491, 624, 1547]
article-paragraph: The ravages committed by the gale of the 3rd inst. amongst the giants of the forest were something surprising. On the Stafford Street Tramway numerous large trees were uprooted, and in their fall came crashing down upon some of the small houses erected in that locality. Most fortunately none of the inhabitants were injured, but in some cases were necessitated to remove. On the Kaniere Tramway several large trees were blown across the line, but without doing serious damage. These freaks of the gale were as nothing when compared with its effects on the forests bordering on the line of road some of both have been completely denuded of trees, which were blown down by the wind. In the Otira gorge so furious was the gale that it completely laid bare the channel of the river, tossing the water into the air at the form of spray, and when the men first commenced clearing the next the work was very dangerous, from the large branches of trees whirling about in all directions. bbox=[6, 655, 153, 903]
petition-text bbox=[477, 924, 624, 2023]
article-paragraph: We understand that twice or thrice lately, the large bar window of the Royal George Hotel has been broken by some malicious person. As this window is of plate glass and highly decorated, the cost of repairing it must be very considerable. We trust that the perpetrator or perpetrators of this cowardly act will be discovered and brought to justice. bbox=[6, 417, 153, 509]
article-paragraph: His Honor the District Court Judge sat in insolvency cases on the 2nd inst. No new decisions were made, the only business transacted being the granting of an order for the sale of a portion of an insolvent's estate. bbox=[6, 508, 153, 564]
article-paragraph: There were no business transacted at the Municipal Council last Friday, in consequence of there not being sufficient members present to form a quorum. Those present were His Worship the Mayor; Councillors Shaw, Cumming and Anderson; and after waiting the usual time, his Worship adjourned the meeting until Friday evening next. bbox=[6, 1113, 153, 1205]
article-paragraph: Messrs Cobb and Co.'s coach started for Christchurch on Tuesday morning. Amongst the passengers was his Worship the Mayor, Mr J. A. Bonar, who, we presume, is proceeding to Christchurch to receive instructions prior to his assumption of office as Goldfields Secretary. bbox=[320, 377, 467, 452]
column-1 bbox=[6, 30, 153, 1947]
article-paragraph: The following is the return of H.M. Gaol, Hokitika, for the week ending August 3, 1867. Remaining last week, males—penal servitude, 9; hard labor, 31; for trial, 11; imprisonment, 1; debtors, 7; default of bail, 3; default of fine, 4; remand, 1. Total males, 63. Females—hard labor, 4. Grand total, 67. Received during the week, males—debtors, 1; default of bail, 1; default of fine, 3. Females, nil. Discharged, males—hard labor, 2; debtors, 2. Total 4. Females—hard labor, 1. Grand total 5, remaining, males; penal servitude 9; hard labor, 29; trial, 11; imprisonment, 1; debtors, 6; default of bail, 4; default of fine, 6; remand, 1; total, 63; Females, hard labor, 3. Grand total, 66. Of the 29 males for hard labor, 10 are at the Police Camp. bbox=[163, 30, 310, 213]
article-paragraph: That on making his Financial Statement to the Provincial Council, on bringing down the Estimates of Expenditure for the nine months ending 31st March, 1868, the Provincial Secretary announced the intention of the Government to be, to deal with the whole Goldfields revenue of the district of Westland as Territorial Revenue, and to appropriate two-fifths of it to the Railway and Harbor Works Account of the province, under the provisions of the "Railway and Harbor Works Fund Ordinance, 1864." bbox=[948, 588, 1108, 717]
column-divider bbox=[629, 30, 630, 1415]
article-paragraph: An inquest was held on the 6th inst. at the Hospital, before Dr Rowick, coroner, on view of the body of Thomas M'Intyre, a miner. It appeared from the evidence that deceased had been working with others on the Tunnel claim near the Waimea. On the 22nd ult. as deceased was being drawn up a shaft, which was forty feet deep, when within a foot of the top he let go his hold of the rope and fell to the bottom of the shaft. He was taken up insensible, and conveyed to the Hospital, where he died on the 2nd inst. So good was the tree which he fell that his legs were blackened to the knees, and one ankle was dislocated. The medical evidence disclosed that deceased died from concussion of the brain, and the jury returned a verdict of "Accidental Death." bbox=[163, 625, 310, 818]
article-paragraph: We have seen a side of bacon which has been privately cured in Hokitika, and which is of very prime quality. It is hardly probable that the curing of bacon will be followed as an industry in Westland for some time to come, but as we know that first-class pork is now produced here, it naturally follows that as the pigs increase, so bacon may be expected to be manufactured at least for home consumption, if not for export. bbox=[320, 167, 467, 278]
article-paragraph: That in consequence of the increasing importance of the Goldfields of Westland, and the bbox=[477, 1995, 624, 2023]
article-paragraph: The sea is making terrific encroachments at the back of Beach street and the Empire right-of-way. Where the extensive stables of Messrs Cobb and Co. now stood is now part of the beach, which at high tide is covered with water, which was rapidly making its way to the back of Mr Dixon's residence on the other side of the right-of-way. bbox=[163, 1705, 310, 1797]
article-paragraph: That the town of Greymouth, inhabited by a large, energetic and thriving population, depends for its prosperity, not entirely upon the large amount of gold raised in that district, having a some of the finest coal in its immediate vicinity, for the working of which a company has recently been formed with a capital of £30,000; and that in all probability the working of this coal mine will not only prove a remunerative speculation to the company, but will likewise afford profitable employment to a large number of persons, and will contribute very greatly to increase the trade of the district. bbox=[477, 1592, 624, 1748]
article-paragraph: We understand that Mr Button delivered a lecture last Tuesday evening on the subject of electricity, at the Presbyterian Church, the proceeds being devoted to the church funds. bbox=[477, 323, 624, 369]
article-paragraph: At the meeting of the Discussion Class in connection with the Hokitika Literary Society the subject for debate was—"Is reason confined to Man?" The subject was opened in the affirmative by the President of the Society, Mr. C. E. Button. Mr. Dalrymple following in the negative. An animated discussion took place, which resulted in the negative of the proposition being carried unanimously. The class will meet to-night. bbox=[6, 188, 153, 299]
article-paragraph: The keeping and breeding of poultry seems to be coming into general practice in Hokitika and its suburbs. Taking a stroll, as we do, occasionally, we have observed several first-class birds, which, if well looked after, will yield a profitable return to their owners, and be the means of supplying the market at reasonable rates not only with eggs, but in a short time with poultry also. bbox=[320, 277, 467, 378]
column-divider bbox=[786, 30, 787, 1415]
article-paragraph: That Westland has been constituted a Judicial District, in which sittings of the Supreme Court of the Colony are held three times in the year; and that a Resident District Judge has also been appointed to it, and that regular sittings of the District Court are held at Hokitika and Greymouth. bbox=[477, 1106, 624, 1180]
article-paragraph: That East Canterbury and Westland are separated by a lofty mountain range, which extends from the Northern to the Southern Boundary of the Province, forming a natural barrier between the two Districts, wholly dividing the inhabitants of either side of the range from carrying on any overland traffic in horse produce or general merchandise with those of the other side; whilst the great facilities possessed by Westland for easy and constant communication with the different parts of New Zealand and of the Australian Colonies, render it utterly impracticable for the inhabitants of Eastland to compete with the intercolonial and interprovincial trade carried on with the port above alluded to. bbox=[634, 579, 781, 763]
article-paragraph: The Christchurch road is for a very considerable length of it almost destroyed, and it will cost an enormous sum, probably from twenty to thirty thousand pounds to restore it. Is it worth while to repair and maintain at this cost, which may be perpetually recurring, a road from which so little practical good bbox=[163, 1916, 310, 1999]
article-paragraph: That the interests and resources of the Eastern and Western portions of the Province are in every respect dissimilar; the prosperity of Eastland depending upon the success of its pastoral and agricultural interests; its chief wealth consisting of sheep and cattle, which are for the greater part the property of large stockowners; the principal export of Eastland being wool. bbox=[634, 762, 781, 864]
article-paragraph: There is a great scarcity of coal in town, and the price is accordingly high. A few cargoes, either of Grey or Newcastle coal, would meet with a ready sale. bbox=[163, 1476, 310, 1523]
article-paragraph: That the present representation of the district of Westland, in the Provincial Council of Canterbury, is utterly disproportioned to its comparative population, resources, and contributions to the Revenue; Westland sending only five Members to represent a population estimated at 50,000, a large majority of whom are male adults; while Eastland, with a population scarcely if at all superior, returns thirty-nine members. bbox=[634, 1229, 781, 1340]
article-paragraph: Fourth.—That there is also within the limits of such district a town, being the Town of Hokitika, which can be constituted the capital of the said Province, as well as a port approaching thereto, from which the greater part in value of the exported produce of the district is shipped for exportation beyond the seas, and also shipped coastwise, and into which port of Hokitika the greater part (with the exception of cattle driven overland from the Christchurch district) of all the imported commodities consumed within such district, are brought into the same coastwise, or imported from beyond the seas. bbox=[948, 1366, 1108, 1514]
article-paragraph: That, indeed, the manifestations of a fixed hostility towards Westland on the part of the Provincial Council of Canterbury have become so marked, that your Petitioners are persuaded that the maintenance in office of a responsible Goldfields Secretary would prove impracticable. bbox=[948, 103, 1108, 177]
